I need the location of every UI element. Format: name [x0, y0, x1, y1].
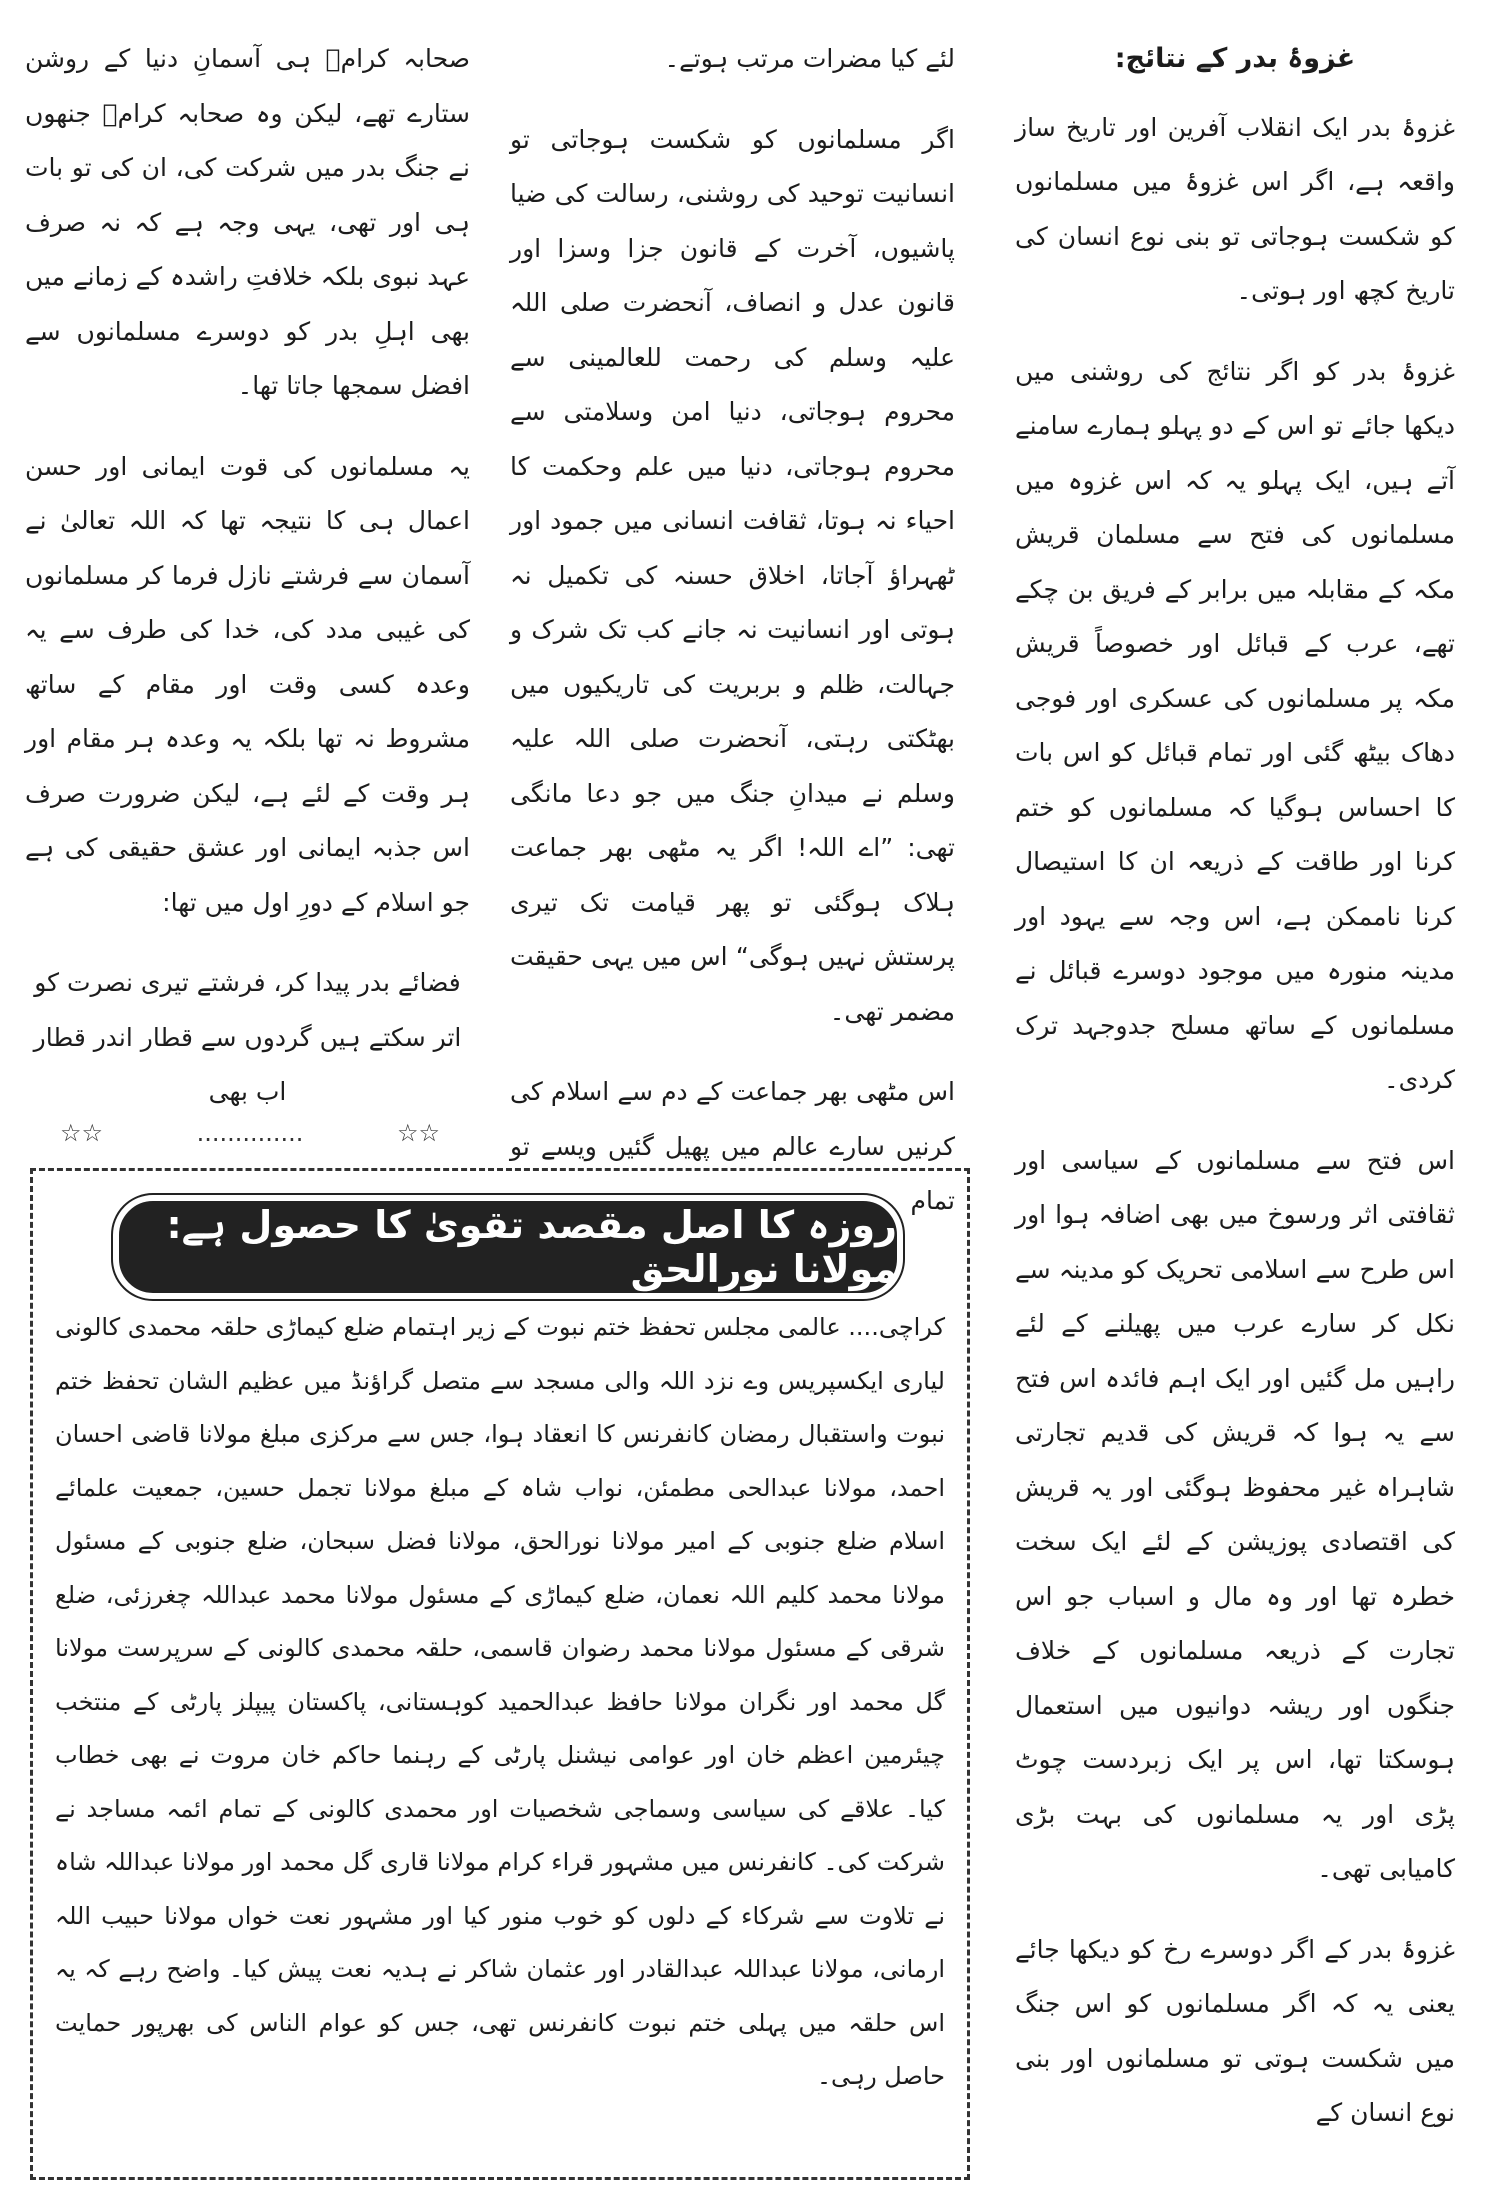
- news-body: کراچی.... عالمی مجلس تحفظ ختم نبوت کے زیر اہتمام ضلع کیماڑی حلقہ محمدی کالونی لیاری ایکسپریس وے نزد اللہ والی مسجد سے متصل گراؤنڈ میں عظیم الشان تحفظ ختم نبوت واستقبال رمضان کانفرنس کا انعقاد ہوا، جس سے مرکزی مبلغ مولانا قاضی احسان احمد، مولانا عبدالحی مطمئن، نواب شاہ کے مبلغ مولانا تجمل حسین، جمعیت علمائے اسلام ضلع جنوبی کے امیر مولانا نورالحق، مولانا فضل سبحان، ضلع جنوبی کے مسئول مولانا محمد کلیم اللہ نعمان، ضلع کیماڑی کے مسئول مولانا محمد عبداللہ چغرزئی، ضلع شرقی کے مسئول مولانا محمد رضوان قاسمی، حلقہ محمدی کالونی کے سرپرست مولانا گل محمد اور نگران مولانا حافظ عبدالحمید کوہستانی، پاکستان پیپلز پارٹی کے منتخب چیئرمین اعظم خان اور عوامی نیشنل پارٹی کے رہنما حاکم خان مروت نے بھی خطاب کیا۔ علاقے کی سیاسی وسماجی شخصیات اور محمدی کالونی کے تمام ائمہ مساجد نے شرکت کی۔ کانفرنس میں مشہور قراء کرام مولانا قاری گل محمد اور مولانا عبداللہ شاہ نے تلاوت سے شرکاء کے دلوں کو خوب منور کیا اور مشہور نعت خواں مولانا حبیب اللہ ارمانی، مولانا عبداللہ عبدالقادر اور عثمان شاکر نے ہدیہ نعت پیش کیا۔ واضح رہے کہ یہ اس حلقہ میں پہلی ختم نبوت کانفرنس تھی، جس کو عوام الناس کی بھرپور حمایت حاصل رہی۔: [55, 1313, 946, 2090]
- verse-line: فضائے بدر پیدا کر، فرشتے تیری نصرت کو: [34, 968, 461, 997]
- separator-dots: ..............: [196, 1119, 304, 1147]
- section-heading: غزوۂ بدر کے نتائج:: [1114, 43, 1356, 74]
- star-icon: ☆☆: [396, 1119, 440, 1147]
- article-paragraph: لئے کیا مضرات مرتب ہوتے۔: [664, 44, 955, 73]
- news-box: [30, 1168, 970, 2180]
- section-separator: [60, 1118, 440, 1148]
- poetry-verse: [25, 956, 470, 1120]
- article-column-right: [1015, 32, 1455, 2182]
- verse-line: اتر سکتے ہیں گردوں سے قطار اندر قطار اب بھی: [33, 1022, 462, 1106]
- article-paragraph: صحابہ کرامؓ ہی آسمانِ دنیا کے روشن ستارے تھے، لیکن وہ صحابہ کرامؓ جنھوں نے جنگ بدر میں شرکت کی، ان کی تو بات ہی اور تھی، یہی وجہ ہے کہ نہ صرف عہد نبوی بلکہ خلافتِ راشدہ کے زمانے میں بھی اہلِ بدر کو دوسرے مسلمانوں سے افضل سمجھا جاتا تھا۔: [25, 44, 470, 400]
- article-paragraph: اگر مسلمانوں کو شکست ہوجاتی تو انسانیت توحید کی روشنی، رسالت کی ضیا پاشیوں، آخرت کے قانون جزا وسزا اور قانون عدل و انصاف، آنحضرت صلی اللہ علیہ وسلم کی رحمت للعالمینی سے محروم ہوجاتی، دنیا امن وسلامتی سے محروم ہوجاتی، دنیا میں علم وحکمت کا احیاء نہ ہوتا، ثقافت انسانی میں جمود اور ٹھہراؤ آجاتا، اخلاق حسنہ کی تکمیل نہ ہوتی اور انسانیت نہ جانے کب تک شرک و جہالت، ظلم و بربریت کی تاریکیوں میں بھٹکتی رہتی، آنحضرت صلی اللہ علیہ وسلم نے میدانِ جنگ میں جو دعا مانگی تھی: ”اے اللہ! اگر یہ مٹھی بھر جماعت ہلاک ہوگئی تو پھر قیامت تک تیری پرستش نہیں ہوگی“ اس میں یہی حقیقت مضمر تھی۔: [510, 124, 955, 1026]
- article-paragraph: اس فتح سے مسلمانوں کے سیاسی اور ثقافتی اثر ورسوخ میں بھی اضافہ ہوا اور اس طرح سے اسلامی تحریک کو مدینہ سے نکل کر سارے عرب میں پھیلنے کے لئے راہیں مل گئیں اور ایک اہم فائدہ اس فتح سے یہ ہوا کہ قریش کی قدیم تجارتی شاہراہ غیر محفوظ ہوگئی اور یہ قریش کی اقتصادی پوزیشن کے لئے ایک سخت خطرہ تھا اور وہ مال و اسباب جو اس تجارت کے ذریعہ مسلمانوں کے خلاف جنگوں اور ریشہ دوانیوں میں استعمال ہوسکتا تھا، اس پر ایک زبردست چوٹ پڑی اور یہ مسلمانوں کی بہت بڑی کامیابی تھی۔: [1015, 1145, 1455, 1883]
- article-column-middle: [510, 32, 955, 1215]
- news-headline-banner: [113, 1195, 903, 1299]
- article-paragraph: یہ مسلمانوں کی قوت ایمانی اور حسن اعمال ہی کا نتیجہ تھا کہ اللہ تعالیٰ نے آسمان سے فرشتے نازل فرما کر مسلمانوں کی غیبی مدد کی، خدا کی طرف سے یہ وعدہ کسی وقت اور مقام کے ساتھ مشروط نہ تھا بلکہ یہ وعدہ ہر مقام اور ہر وقت کے لئے ہے، لیکن ضرورت صرف اس جذبہ ایمانی اور عشق حقیقی کی ہے جو اسلام کے دورِ اول میں تھا:: [25, 451, 470, 917]
- article-column-left: [25, 32, 470, 1106]
- article-paragraph: غزوۂ بدر کے اگر دوسرے رخ کو دیکھا جائے یعنی یہ کہ اگر مسلمانوں کو اس جنگ میں شکست ہوتی تو مسلمانوں اور بنی نوع انسان کے: [1015, 1934, 1455, 2127]
- article-paragraph: غزوۂ بدر ایک انقلاب آفرین اور تاریخ ساز واقعہ ہے، اگر اس غزوۂ میں مسلمانوں کو شکست ہوجاتی تو بنی نوع انسان کی تاریخ کچھ اور ہوتی۔: [1015, 112, 1455, 305]
- article-paragraph: اس مٹھی بھر جماعت کے دم سے اسلام کی کرنیں سارے عالم میں پھیل گئیں ویسے تو تمام: [510, 1077, 955, 1215]
- article-paragraph: غزوۂ بدر کو اگر نتائج کی روشنی میں دیکھا جائے تو اس کے دو پہلو ہمارے سامنے آتے ہیں، ایک پہلو یہ کہ اس غزوہ میں مسلمانوں کی فتح سے مسلمان قریش مکہ کے مقابلہ میں برابر کے فریق بن چکے تھے، عرب کے قبائل اور خصوصاً قریش مکہ پر مسلمانوں کی عسکری اور فوجی دھاک بیٹھ گئی اور تمام قبائل کو اس بات کا احساس ہوگیا کہ مسلمانوں کو ختم کرنا اور طاقت کے ذریعہ ان کا استیصال کرنا ناممکن ہے، اس وجہ سے یہود اور مدینہ منورہ میں موجود دوسرے قبائل نے مسلمانوں کے ساتھ مسلح جدوجہد ترک کردی۔: [1015, 356, 1455, 1094]
- star-icon: ☆☆: [60, 1119, 104, 1147]
- news-headline: روزہ کا اصل مقصد تقویٰ کا حصول ہے: مولانا نورالحق: [166, 1203, 897, 1291]
